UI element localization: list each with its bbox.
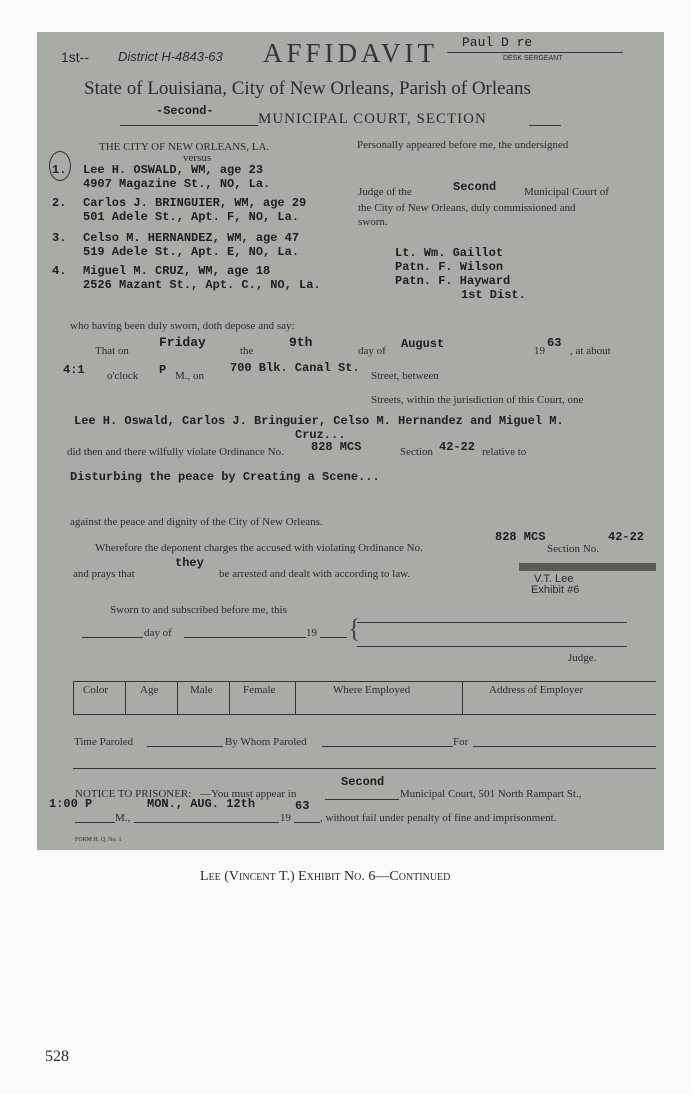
court-blank-line: [325, 799, 399, 800]
ordinance-value-2: 828 MCS: [495, 530, 546, 544]
time-paroled-line: [147, 746, 223, 747]
they-value: they: [175, 556, 204, 570]
at-about-label: , at about: [570, 345, 611, 357]
sworn-label: sworn.: [358, 216, 388, 228]
month-value: August: [401, 337, 445, 351]
city-duly-line: the City of New Orleans, duly commissioned and: [358, 202, 576, 214]
year-value: 63: [547, 336, 562, 350]
date-blank-line: [134, 822, 279, 823]
state-line: State of Louisiana, City of New Orleans, Parish of Orleans: [84, 78, 531, 99]
accused-names-cont: Cruz...: [295, 428, 346, 442]
m-label: M.,: [115, 812, 131, 824]
time-blank-line: [75, 822, 115, 823]
officer-name: Lt. Wm. Gaillot: [395, 246, 504, 260]
defendant-num: 3.: [52, 231, 67, 245]
notice-divider: [73, 768, 656, 769]
by-whom-label: By Whom Paroled: [225, 736, 307, 748]
for-label: For: [453, 736, 469, 748]
arrested-text: be arrested and dealt with according to law.: [219, 568, 411, 580]
court-address: Municipal Court, 501 North Rampart St.,: [400, 788, 582, 800]
for-line: [473, 746, 656, 747]
by-whom-line: [322, 746, 453, 747]
defendant-line2: 501 Adele St., Apt. F, NO, La.: [83, 210, 300, 224]
must-appear-text: —You must appear in: [200, 788, 297, 800]
notice-label: NOTICE TO PRISONER:: [75, 788, 192, 800]
defendant-num: 1.: [52, 163, 67, 177]
sergeant-title: DESK SERGEANT: [503, 55, 563, 62]
exhibit-label: V.T. Lee: [534, 573, 574, 585]
table-bottom: [73, 714, 656, 715]
judge-of-the: Judge of the: [358, 186, 412, 198]
versus-label: versus: [183, 152, 212, 164]
defendant-num: 4.: [52, 264, 67, 278]
form-title: AFFIDAVIT: [263, 38, 439, 68]
notice-nineteen: 19: [280, 812, 291, 824]
day-blank-line: [82, 637, 143, 638]
table-top: [73, 681, 656, 682]
notice-year-value: 63: [295, 799, 310, 813]
time-paroled-label: Time Paroled: [74, 736, 134, 748]
notice-time-value: 1:00 P: [49, 797, 93, 811]
sergeant-name: Paul D re: [462, 35, 533, 50]
court-section-filled: -Second-: [156, 104, 214, 118]
column-header: Where Employed: [333, 684, 411, 696]
year-prefix: 19: [534, 345, 545, 357]
defendant-line1: Celso M. HERNANDEZ, WM, age 47: [83, 231, 300, 245]
appeared-text: Personally appeared before me, the undersigned: [357, 139, 569, 151]
table-divider: [295, 681, 296, 714]
bracket: {: [348, 614, 361, 643]
sergeant-line: [447, 52, 623, 53]
defendant-line1: Miguel M. CRUZ, WM, age 18: [83, 264, 271, 278]
day-of-blank-label: day of: [144, 627, 172, 639]
table-divider: [125, 681, 126, 714]
exhibit-stamp-bar: [519, 563, 656, 571]
who-sworn-text: who having been duly sworn, doth depose and say:: [70, 320, 295, 332]
defendant-line2: 4907 Magazine St., NO, La.: [83, 177, 271, 191]
without-fail-text: , without fail under penalty of fine and imprisonment.: [320, 812, 557, 824]
oclock-label: o'clock: [107, 370, 139, 382]
officer-district: 1st Dist.: [461, 288, 526, 302]
notice-court-value: Second: [341, 775, 385, 789]
accused-names: Lee H. Oswald, Carlos J. Bringuier, Celso M. Hernandez and Miguel M.: [74, 414, 564, 428]
weekday-value: Friday: [159, 335, 206, 350]
signature-line: [357, 622, 627, 623]
day-value: 9th: [289, 335, 313, 350]
street-between-label: Street, between: [371, 370, 439, 382]
judge-label: Judge.: [568, 652, 597, 664]
district-number: District H-4843-63: [118, 49, 223, 64]
column-header: Address of Employer: [489, 684, 584, 696]
exhibit-number: Exhibit #6: [531, 584, 580, 596]
did-violate-text: did then and there wilfully violate Ordinance No.: [67, 446, 284, 458]
year-blank-line: [320, 637, 347, 638]
officer-name: Patn. F. Wilson: [395, 260, 504, 274]
form-id: FORM H. Q. No. 1: [75, 837, 122, 843]
against-peace-text: against the peace and dignity of the City of New Orleans.: [70, 516, 323, 528]
nineteen-label: 19: [306, 627, 317, 639]
streets-jurisdiction: Streets, within the jurisdiction of this Court, one: [371, 394, 584, 406]
defendant-line2: 519 Adele St., Apt. E, NO, La.: [83, 245, 300, 259]
section-no-label: Section No.: [547, 543, 599, 555]
defendant-line1: Lee H. OSWALD, WM, age 23: [83, 163, 264, 177]
day-of-label: day of: [358, 345, 386, 357]
section-label: Section: [400, 446, 433, 458]
month-blank-line: [184, 637, 306, 638]
that-on-label: That on: [95, 345, 129, 357]
ampm-value: P: [159, 363, 167, 377]
notice-year-line: [294, 822, 320, 823]
section-end-line: [529, 125, 561, 126]
defendant-num: 2.: [52, 196, 67, 210]
column-header: Female: [243, 684, 276, 696]
municipal-court-section: MUNICIPAL COURT, SECTION: [258, 111, 487, 127]
notice-date-value: MON., AUG. 12th: [147, 797, 256, 811]
table-divider: [177, 681, 178, 714]
municipal-court-of: Municipal Court of: [524, 186, 609, 198]
defendant-line1: Carlos J. BRINGUIER, WM, age 29: [83, 196, 307, 210]
affidavit-form: [37, 32, 664, 850]
relative-to-label: relative to: [482, 446, 527, 458]
judge-court-name: Second: [453, 180, 497, 194]
section-value-2: 42-22: [608, 530, 645, 544]
table-border: [73, 681, 74, 714]
page-number: 528: [45, 1048, 69, 1065]
sworn-subscribed-text: Sworn to and subscribed before me, this: [110, 604, 287, 616]
column-header: Male: [190, 684, 213, 696]
table-divider: [462, 681, 463, 714]
city-label: THE CITY OF NEW ORLEANS, LA.: [99, 141, 270, 153]
exhibit-caption: Lee (Vincent T.) Exhibit No. 6—Continued: [200, 869, 451, 884]
the-label: the: [240, 345, 254, 357]
column-header: Color: [83, 684, 109, 696]
offense-value: Disturbing the peace by Creating a Scene...: [70, 470, 380, 484]
place-value: 700 Blk. Canal St.: [230, 361, 360, 375]
table-divider: [229, 681, 230, 714]
prays-that-label: and prays that: [73, 568, 135, 580]
ordinance-value: 828 MCS: [311, 440, 362, 454]
column-header: Age: [140, 684, 159, 696]
defendant-line2: 2526 Mazant St., Apt. C., NO, La.: [83, 278, 321, 292]
time-value: 4:1: [63, 363, 85, 377]
signature-line-2: [357, 646, 627, 647]
section-value: 42-22: [439, 440, 476, 454]
section-blank-line: [120, 125, 258, 126]
wherefore-text: Wherefore the deponent charges the accused with violating Ordinance No.: [95, 542, 423, 554]
m-on-label: M., on: [175, 370, 205, 382]
officer-name: Patn. F. Hayward: [395, 274, 511, 288]
header-mark: 1st--: [61, 49, 89, 65]
